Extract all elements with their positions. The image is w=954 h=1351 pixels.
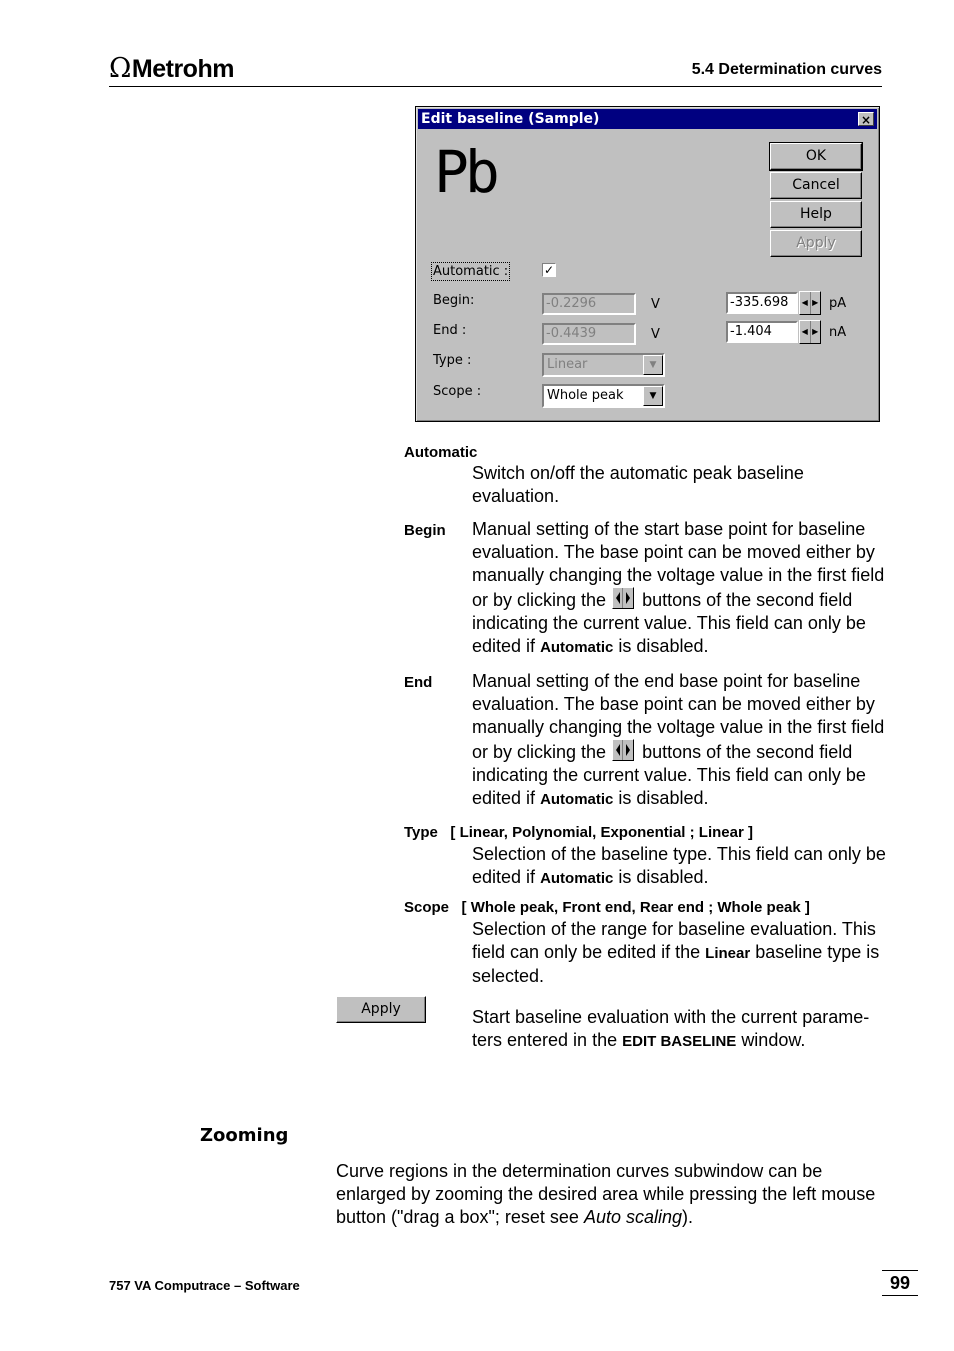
keyword-automatic: Automatic xyxy=(540,791,614,808)
section-title: 5.4 Determination curves xyxy=(691,61,882,78)
desc-scope xyxy=(472,918,892,988)
desc-begin xyxy=(472,518,892,659)
term-begin: Begin xyxy=(404,522,446,539)
desc-automatic: Switch on/off the automatic peak baseline evaluation. xyxy=(472,463,804,506)
spin-right-icon[interactable]: ▶ xyxy=(812,298,819,307)
desc-begin-text-a: Manual setting of the start base point for baseline evaluation. The base point can be moved either by manually changing the voltage value in the first field or by clicking the xyxy=(472,519,885,610)
zooming-paragraph xyxy=(336,1160,896,1229)
apply-button[interactable]: Apply xyxy=(770,230,862,257)
edit-baseline-dialog xyxy=(415,106,880,422)
begin-voltage-unit: V xyxy=(651,297,660,312)
zooming-text-b: ). xyxy=(682,1207,693,1227)
ok-button[interactable]: OK xyxy=(770,143,862,170)
desc-apply-text-b: window. xyxy=(741,1030,806,1050)
desc-end-text-c: is disabled. xyxy=(618,788,709,808)
desc-apply xyxy=(472,1006,884,1053)
desc-begin-text-b: buttons of the second field indicating the current value. This field can only be edited if xyxy=(472,590,866,656)
chevron-down-icon[interactable]: ▼ xyxy=(643,386,663,406)
spin-right-icon[interactable]: ▶ xyxy=(812,327,819,336)
dialog-title-bar xyxy=(418,109,877,129)
footer-product: 757 VA Computrace – Software xyxy=(109,1278,300,1293)
keyword-edit-baseline: EDIT BASELINE xyxy=(622,1033,737,1050)
check-icon: ✓ xyxy=(543,263,555,277)
begin-voltage-field[interactable]: -0.2296 xyxy=(542,293,636,315)
desc-type-text-b: is disabled. xyxy=(618,867,709,887)
scope-select[interactable] xyxy=(542,384,665,408)
help-button[interactable]: Help xyxy=(770,201,862,228)
logo-text: Metrohm xyxy=(131,55,234,83)
auto-scaling-reference: Auto scaling xyxy=(583,1207,682,1227)
end-voltage-unit: V xyxy=(651,327,660,342)
scope-options: [ Whole peak, Front end, Rear end ; Whole peak ] xyxy=(461,899,810,916)
end-current-unit: nA xyxy=(829,325,847,340)
begin-label: Begin: xyxy=(433,293,475,308)
automatic-checkbox[interactable] xyxy=(542,263,556,277)
type-options: [ Linear, Polynomial, Exponential ; Linear ] xyxy=(450,824,753,841)
scope-label: Scope : xyxy=(433,384,482,399)
header-rule xyxy=(109,86,882,87)
cancel-button[interactable]: Cancel xyxy=(770,172,862,199)
chevron-down-icon[interactable]: ▼ xyxy=(643,355,663,375)
desc-end-text-b: buttons of the second field indicating the current value. This field can only be edited if xyxy=(472,742,866,808)
term-scope-label: Scope xyxy=(404,899,450,916)
end-voltage-field[interactable]: -0.4439 xyxy=(542,323,636,345)
term-scope xyxy=(404,899,810,916)
keyword-linear: Linear xyxy=(705,945,751,962)
spin-buttons-icon xyxy=(612,739,634,761)
desc-apply-text-a: Start baseline evaluation with the current parame-ters entered in the xyxy=(472,1007,870,1050)
scope-select-value: Whole peak xyxy=(547,388,624,403)
desc-end xyxy=(472,670,892,811)
spin-left-icon[interactable]: ◀ xyxy=(800,292,811,314)
spin-buttons-icon xyxy=(612,587,634,609)
term-type-label: Type xyxy=(404,824,438,841)
type-select-value: Linear xyxy=(547,357,588,372)
apply-button-image: Apply xyxy=(336,996,426,1023)
begin-current-unit: pA xyxy=(829,296,847,311)
desc-begin-text-c: is disabled. xyxy=(618,636,709,656)
desc-scope-text-a: Selection of the range for baseline evaluation. This field can only be edited if the xyxy=(472,919,876,962)
desc-end-text-a: Manual setting of the end base point for baseline evaluation. The base point can be moved either by manually changing the voltage value in the first field or by clicking the xyxy=(472,671,885,762)
type-label: Type : xyxy=(433,353,472,368)
element-symbol: Pb xyxy=(434,138,496,206)
close-icon[interactable]: × xyxy=(858,112,874,126)
term-type xyxy=(404,824,753,841)
end-current-field[interactable]: -1.404 xyxy=(726,321,798,343)
begin-current-field[interactable]: -335.698 xyxy=(726,292,798,314)
zooming-heading: Zooming xyxy=(200,1125,289,1146)
keyword-automatic: Automatic xyxy=(540,870,614,887)
omega-logo-icon: Ω xyxy=(109,53,131,84)
term-automatic: Automatic xyxy=(404,444,478,461)
automatic-label: Automatic : xyxy=(433,264,509,279)
metrohm-logo xyxy=(109,54,234,84)
dialog-title: Edit baseline (Sample) xyxy=(421,111,600,127)
desc-type-text-a: Selection of the baseline type. This field can only be edited if xyxy=(472,844,886,887)
term-end: End xyxy=(404,674,433,691)
end-spin-buttons[interactable] xyxy=(799,320,821,344)
zooming-text-a: Curve regions in the determination curves subwindow can be enlarged by zooming the desired area while pressing the left mouse button ("drag a box"; reset see xyxy=(336,1161,876,1227)
page-number: 99 xyxy=(882,1270,918,1296)
spin-left-icon[interactable]: ◀ xyxy=(800,321,811,343)
keyword-automatic: Automatic xyxy=(540,639,614,656)
begin-spin-buttons[interactable] xyxy=(799,291,821,315)
desc-scope-text-b: baseline type is selected. xyxy=(472,942,880,986)
desc-type xyxy=(472,843,892,890)
type-select[interactable] xyxy=(542,353,665,377)
end-label: End : xyxy=(433,323,467,338)
